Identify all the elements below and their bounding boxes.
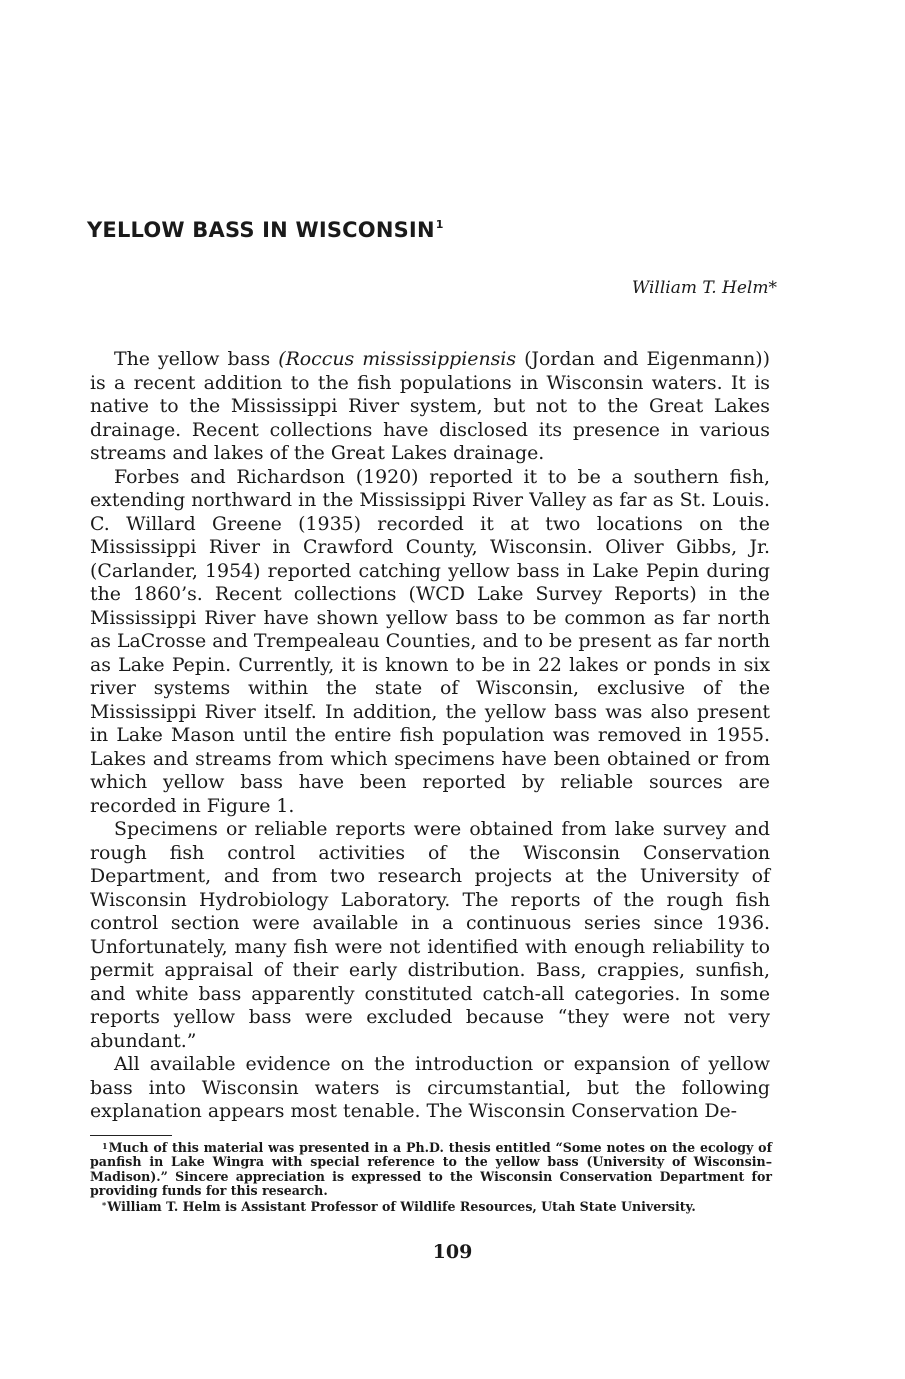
page-number: 109 <box>432 1241 473 1263</box>
article-title-text: YELLOW BASS IN WISCONSIN <box>87 218 435 242</box>
paragraph-4: All available evidence on the introduction or expansion of yellow bass into Wisconsin waters is circumstantial, but the following explanation appears most tenable. The Wisconsin Conservation De- <box>90 1053 770 1122</box>
species-name: (Roccus mississippiensis <box>278 348 517 370</box>
footnote-1-text: Much of this material was presented in a Ph.D. thesis entitled “Some notes on the ecology of panfish in Lake Wingra with special reference to the yellow bass (University of Wisconsin–Madison).” Sincere appreciation is expressed to the Wisconsin Conservation Department for providing funds for this research. <box>90 1140 772 1198</box>
title-footnote-marker: 1 <box>435 218 444 231</box>
paragraph-1-text: (Jordan and Eigenmann)) is a recent addition to the fish populations in Wisconsin waters. It is native to the Mississippi River system, but not to the Great Lakes drainage. Recent collections have disclosed its presence in various streams and lakes of the Great Lakes drainage. <box>90 348 771 464</box>
footnote-2-text: William T. Helm is Assistant Professor of Wildlife Resources, Utah State University. <box>107 1199 696 1215</box>
author-byline: William T. Helm* <box>631 278 777 298</box>
article-title <box>87 218 444 242</box>
article-body <box>90 348 770 1124</box>
paragraph-1 <box>90 348 770 466</box>
footnote-1 <box>90 1139 772 1198</box>
paragraph-2: Forbes and Richardson (1920) reported it to be a southern fish, extending northward in the Mississippi River Valley as far as St. Louis. C. Willard Greene (1935) recorded it at two locations on the Mississippi River in Crawford County, Wisconsin. Oliver Gibbs, Jr. (Carlander, 1954) reported catching yellow bass in Lake Pepin during the 1860’s. Recent collections (WCD Lake Survey Reports) in the Mississippi River have shown yellow bass to be common as far north as LaCrosse and Trempealeau Counties, and to be present as far north as Lake Pepin. Currently, it is known to be in 22 lakes or ponds in six river systems within the state of Wisconsin, exclusive of the Mississippi River itself. In addition, the yellow bass was also present in Lake Mason until the entire fish population was removed in 1955. Lakes and streams from which specimens have been obtained or from which yellow bass have been reported by reliable sources are recorded in Figure 1. <box>90 465 770 817</box>
footnote-2-marker: * <box>102 1200 107 1211</box>
paragraph-1-lead: The yellow bass <box>114 348 279 370</box>
footnotes <box>90 1139 772 1214</box>
paragraph-3: Specimens or reliable reports were obtained from lake survey and rough fish control activities of the Wisconsin Conservation Department, and from two research projects at the University of Wisconsin Hydrobiology Laboratory. The reports of the rough fish control section were available in a continuous series since 1936. Unfortunately, many fish were not identified with enough reliability to permit appraisal of their early distribution. Bass, crappies, sunfish, and white bass apparently constituted catch-all categories. In some reports yellow bass were excluded because “they were not very abundant.” <box>90 818 770 1052</box>
footnote-divider <box>90 1135 172 1136</box>
footnote-2 <box>90 1198 772 1214</box>
footnote-1-marker: 1 <box>102 1141 108 1151</box>
